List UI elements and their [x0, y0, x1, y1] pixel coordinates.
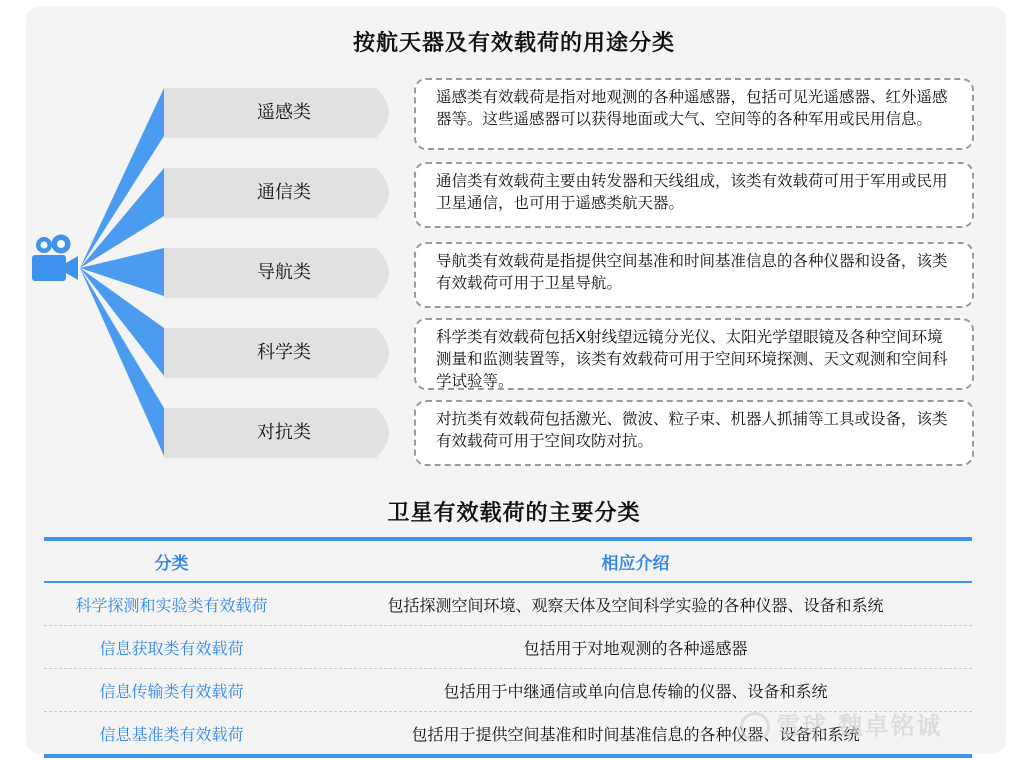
- table-row: [44, 626, 972, 669]
- row-category: 信息获取类有效载荷: [99, 638, 244, 658]
- row-introduction: 包括用于中继通信或单向信息传输的仪器、设备和系统: [443, 681, 828, 701]
- category-label-countermeasure: 对抗类: [257, 422, 311, 443]
- table-title: 卫星有效载荷的主要分类: [387, 501, 641, 526]
- row-category: 信息基准类有效载荷: [99, 724, 244, 744]
- fan-ray-5: [80, 268, 164, 456]
- row-category: 信息传输类有效载荷: [99, 681, 244, 701]
- table-header: [44, 541, 972, 583]
- category-label-communication: 通信类: [257, 182, 311, 203]
- watermark-text: 雪球 魏卓铭诚: [776, 712, 943, 740]
- description-box-communication: 通信类有效载荷主要由转发器和天线组成，该类有效载荷可用于军用或民用卫星通信，也可用于遥感类航天器。: [414, 162, 974, 228]
- description-box-remote-sensing: 遥感类有效载荷是指对地观测的各种遥感器，包括可见光遥感器、红外遥感器等。这些遥感器可以获得地面或大气、空间等的各种军用或民用信息。: [414, 78, 974, 150]
- fan-rays: [80, 88, 164, 456]
- header-category: 分类: [154, 553, 189, 574]
- header-introduction: 相应介绍: [601, 553, 670, 574]
- watermark: [740, 706, 942, 742]
- row-category: 科学探测和实验类有效载荷: [75, 595, 268, 615]
- camera-icon: [30, 233, 80, 283]
- category-label-remote-sensing: 遥感类: [257, 102, 311, 123]
- category-label-science: 科学类: [257, 342, 311, 363]
- description-box-science: 科学类有效载荷包括X射线望远镜分光仪、太阳光学望眼镜及各种空间环境测量和监测装置等，该类有效载荷可用于空间环境探测、天文观测和空间科学试验等。: [414, 318, 974, 390]
- diagram-title: 按航天器及有效载荷的用途分类: [352, 31, 675, 56]
- row-introduction: 包括探测空间环境、观察天体及空间科学实验的各种仪器、设备和系统: [387, 595, 884, 615]
- description-box-countermeasure: 对抗类有效载荷包括激光、微波、粒子束、机器人抓捕等工具或设备，该类有效载荷可用于空间攻防对抗。: [414, 400, 974, 466]
- row-introduction: 包括用于提供空间基准和时间基准信息的各种仪器、设备和系统: [411, 724, 860, 744]
- watermark-logo-icon: [740, 712, 770, 742]
- description-box-navigation: 导航类有效载荷是指提供空间基准和时间基准信息的各种仪器和设备，该类有效载荷可用于卫星导航。: [414, 242, 974, 308]
- category-label-navigation: 导航类: [257, 262, 311, 283]
- row-introduction: 包括用于对地观测的各种遥感器: [523, 638, 748, 658]
- table-row: [44, 583, 972, 626]
